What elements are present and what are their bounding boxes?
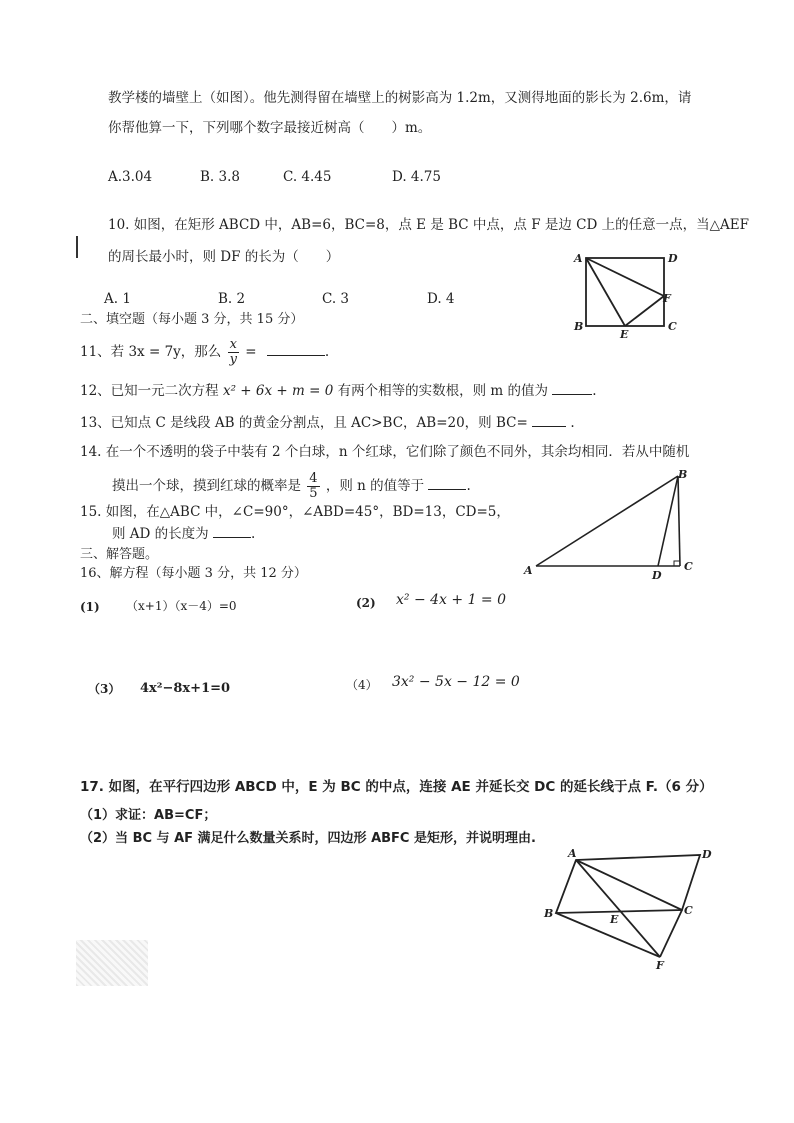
q9-line1: 教学楼的墙壁上（如图）。他先测得留在墙壁上的树影高为 1.2m，又测得地面的影长为 2.6m，请	[108, 90, 692, 106]
q11-fraction	[228, 338, 239, 367]
label-b: B	[678, 468, 688, 481]
label-f: F	[656, 959, 664, 972]
label-b: B	[544, 907, 554, 920]
q9-option-d: D. 4.75	[392, 169, 441, 185]
q10-line1: 10. 如图，在矩形 ABCD 中，AB=6，BC=8，点 E 是 BC 中点，点 F 是边 CD 上的任意一点，当△AEF	[108, 217, 749, 233]
scan-artifact	[76, 940, 148, 986]
q16-part2-equation: x² − 4x + 1 = 0	[396, 592, 507, 608]
q11-numerator: x	[228, 338, 239, 353]
segment-af	[576, 860, 660, 957]
q11-text: 11、若 3x = 7y，那么	[80, 344, 222, 360]
q17-part1: （1）求证：AB=CF；	[80, 808, 217, 823]
q17-part2: （2）当 BC 与 AF 满足什么数量关系时，四边形 ABFC 是矩形，并说明理由.	[80, 831, 536, 846]
q16-title: 16、解方程（每小题 3 分，共 12 分）	[80, 566, 307, 581]
q9-option-a: A.3.04	[108, 169, 153, 185]
q14-text: 摸出一个球，摸到红球的概率是	[112, 478, 301, 494]
q14-line2: 摸出一个球，摸到红球的概率是 $\frac{4}{5}$ ，则 n 的值等于 .	[112, 471, 471, 501]
q15-text: 则 AD 的长度为	[112, 526, 209, 542]
label-a: A	[574, 252, 583, 265]
label-a: A	[568, 847, 577, 860]
label-d: D	[668, 252, 678, 265]
segment-ab	[536, 476, 678, 566]
label-d: D	[652, 569, 662, 582]
q12-equation: x² + 6x + m = 0	[222, 383, 334, 399]
label-c: C	[668, 320, 677, 333]
rect-abcd	[586, 258, 664, 326]
q11: 11、若 3x = 7y，那么 $\frac{x}{y}$ = .	[80, 337, 330, 367]
q10-option-a: A. 1	[104, 291, 131, 307]
q16-part3-label: （3）	[88, 682, 121, 696]
section-2-heading: 二、填空题（每小题 3 分，共 15 分）	[80, 312, 304, 327]
q10-option-b: B. 2	[218, 291, 246, 307]
q16-part3-equation: 4x²−8x+1=0	[140, 681, 231, 696]
q10-option-d: D. 4	[427, 291, 455, 307]
q10-option-c: C. 3	[322, 291, 350, 307]
q12-answer-blank[interactable]	[552, 382, 592, 395]
segment-ef	[625, 296, 664, 326]
q13-answer-blank[interactable]	[532, 414, 566, 427]
q9-option-b: B. 3.8	[200, 169, 240, 185]
q10-line2: 的周长最小时，则 DF 的长为（ ）	[108, 249, 340, 265]
q13: 13、已知点 C 是线段 AB 的黄金分割点，且 AC>BC，AB=20，则 BC= .	[80, 415, 575, 431]
q12: 12、已知一元二次方程 x² + 6x + m = 0 有两个相等的实数根，则 m 的值为 .	[80, 383, 597, 399]
q15-triangle-figure	[522, 468, 702, 580]
segment-ac	[576, 860, 682, 910]
q12-text-post: 有两个相等的实数根，则 m 的值为	[337, 383, 548, 399]
segment-bf	[556, 913, 660, 957]
q14-denominator: 5	[309, 486, 318, 501]
q11-equals: =	[245, 344, 257, 360]
q16-part4-equation: 3x² − 5x − 12 = 0	[392, 674, 520, 690]
q17-parallelogram-figure	[540, 845, 720, 970]
q9-line2: 你帮他算一下，下列哪个数字最接近树高（ ）m。	[108, 120, 432, 136]
q15-answer-blank[interactable]	[213, 525, 251, 538]
label-c: C	[684, 560, 693, 573]
q16-part1-label: (1)	[80, 600, 100, 614]
label-e: E	[610, 913, 619, 926]
q15-line2: 则 AD 的长度为 .	[112, 526, 256, 542]
label-a: A	[524, 564, 533, 577]
section-3-heading: 三、解答题。	[80, 547, 159, 562]
q9-option-c: C. 4.45	[283, 169, 332, 185]
q14-numerator: 4	[309, 471, 318, 486]
margin-mark	[76, 236, 78, 258]
label-d: D	[702, 848, 712, 861]
q14-answer-blank[interactable]	[428, 477, 466, 490]
label-c: C	[684, 904, 693, 917]
q16-part2-label: (2)	[356, 596, 376, 610]
q11-denominator: y	[229, 352, 237, 367]
q14-text-post: ，则 n 的值等于	[325, 478, 425, 494]
segment-cf	[660, 910, 682, 957]
q13-text: 13、已知点 C 是线段 AB 的黄金分割点，且 AC>BC，AB=20，则 BC=	[80, 415, 528, 431]
label-e: E	[620, 328, 629, 341]
q17-line1: 17. 如图，在平行四边形 ABCD 中，E 为 BC 的中点，连接 AE 并延长交 DC 的延长线于点 F.（6 分）	[80, 779, 713, 795]
q11-answer-blank[interactable]	[267, 343, 325, 356]
segment-bc	[678, 476, 680, 566]
q16-part4-label: （4）	[346, 678, 378, 692]
q14-fraction	[307, 472, 319, 501]
segment-bd	[658, 476, 678, 566]
q16-part1-equation: （x+1）（x－4）=0	[126, 599, 237, 613]
q15-line1: 15. 如图，在△ABC 中，∠C=90°，∠ABD=45°，BD=13，CD=5，	[80, 504, 510, 520]
label-f: F	[663, 292, 671, 305]
label-b: B	[574, 320, 584, 333]
q10-rectangle-figure	[570, 252, 680, 342]
q12-text: 12、已知一元二次方程	[80, 383, 219, 399]
q14-line1: 14. 在一个不透明的袋子中装有 2 个白球，n 个红球，它们除了颜色不同外，其余均相同．若从中随机	[80, 444, 690, 460]
